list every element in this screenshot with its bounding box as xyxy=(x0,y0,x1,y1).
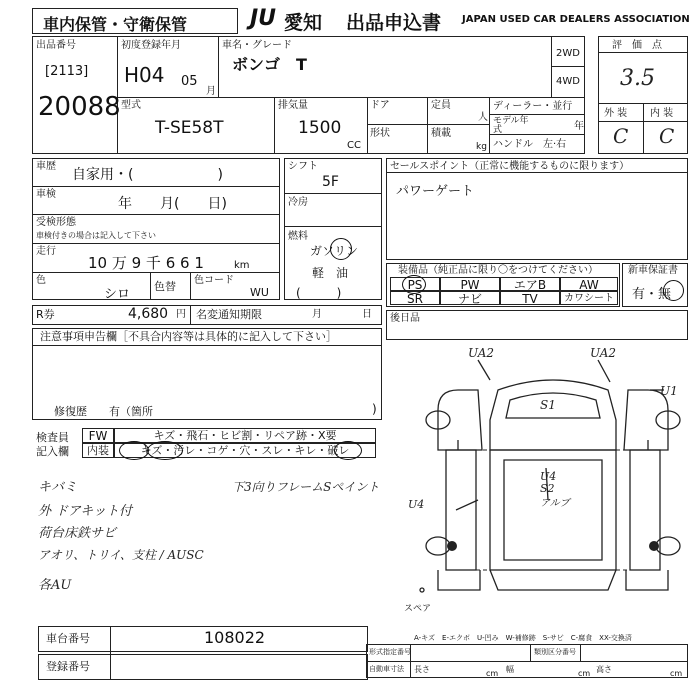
name-change-month: 月 xyxy=(312,309,322,320)
mileage-unit: km xyxy=(234,260,250,271)
inspector-mark-2 xyxy=(147,441,183,460)
attachments-label: 後日品 xyxy=(390,313,420,324)
equip-sr: SR xyxy=(390,291,440,305)
lot-number-label: 出品番号 xyxy=(36,40,76,51)
mark-aub: アルブ xyxy=(540,498,570,509)
length-label: 長さ xyxy=(414,665,430,674)
inspector-mark-1 xyxy=(119,441,149,460)
inspector-fw-items: キズ・飛石・ヒビ割・リペア跡・X要 xyxy=(114,428,376,443)
shift-label: シフト xyxy=(288,161,318,172)
load-unit: kg xyxy=(476,142,487,152)
inspector-interior-items: キズ・汚レ・コゲ・穴・スレ・キレ・破レ xyxy=(114,443,376,458)
mark-ua2-right: UA2 xyxy=(590,346,617,360)
year-unit: 年 xyxy=(574,121,584,132)
equip-leather: カワシート xyxy=(560,291,618,305)
ac-label: 冷房 xyxy=(288,197,308,208)
name-change-label: 名変通知期限 xyxy=(196,308,262,321)
mark-s1: S1 xyxy=(540,398,556,412)
width-unit: cm xyxy=(578,669,591,678)
color-change-label: 色替 xyxy=(154,280,176,293)
manual-none-circle xyxy=(663,280,684,301)
storage-label: 車内保管・守衛保管 xyxy=(43,15,188,34)
exterior-grade: C xyxy=(613,124,629,148)
first-reg-month: 05 xyxy=(181,74,198,89)
lot-bracket-code: [2113] xyxy=(45,64,89,79)
length-unit: cm xyxy=(486,669,499,678)
mileage-label: 走行 xyxy=(36,246,56,257)
mileage-value: 10 万 9 千 6 6 1 xyxy=(88,254,204,272)
inspector-label-2: 記入欄 xyxy=(36,445,69,458)
fuel-gas-circle xyxy=(330,238,352,260)
selling-points-label: セールスポイント（正常に機能するものに限ります） xyxy=(390,161,630,172)
score-value: 3.5 xyxy=(620,66,655,91)
equipment-label: 装備品（純正品に限り〇をつけてください） xyxy=(398,265,598,276)
hw-line-3: 荷台床鉄サビ xyxy=(38,526,117,541)
history-label: 車歴 xyxy=(36,161,56,172)
receipt-label: 受検形態 xyxy=(36,217,76,228)
inspector-mark-3 xyxy=(334,441,362,460)
exterior-label: 外 装 xyxy=(604,108,628,119)
hw-line-2: 外 ドアキット付 xyxy=(38,504,132,519)
drive-4wd: 4WD xyxy=(556,76,580,87)
mark-ua2-left: UA2 xyxy=(468,346,495,360)
fuel-gas: ガソリン xyxy=(310,244,359,258)
shape-label: 形状 xyxy=(370,128,390,139)
repair-label: 修復歴 有（箇所 xyxy=(54,405,153,418)
model-year-label: モデル年式 xyxy=(493,116,529,135)
english-title: JAPAN USED CAR DEALERS ASSOCIATION xyxy=(462,14,690,25)
color-code-label: 色コード xyxy=(194,275,234,286)
attachments-block xyxy=(386,310,688,340)
chassis-label: 車台番号 xyxy=(46,632,90,645)
inspector-label-1: 検査員 xyxy=(36,431,69,444)
manual-label: 新車保証書 xyxy=(628,265,678,276)
name-change-day: 日 xyxy=(362,309,372,320)
form-title: 出品申込書 xyxy=(346,12,442,34)
ju-logo: JU xyxy=(250,6,277,31)
inspection-value: 年 月( 日) xyxy=(118,196,227,212)
manual-value: 有・無 xyxy=(632,287,672,302)
color-value: シロ xyxy=(104,287,131,302)
lot-number: 20088 xyxy=(38,92,121,122)
height-label: 高さ xyxy=(596,665,612,674)
first-reg-year: H04 xyxy=(124,63,165,87)
receipt-note: 車検付きの場合は記入して下さい xyxy=(36,231,156,240)
color-code: WU xyxy=(250,286,269,299)
displacement-label: 排気量 xyxy=(278,100,308,111)
fuel-other: ( ) xyxy=(296,286,342,300)
equip-airbag: エアB xyxy=(500,277,560,291)
cc-unit: CC xyxy=(347,140,361,151)
width-label: 幅 xyxy=(506,665,514,674)
damage-legend: A-キズ E-エクボ U-凹み W-補修跡 S-サビ C-腐食 XX-交換済 xyxy=(414,634,632,642)
score-label: 評 価 点 xyxy=(612,40,662,51)
mark-u1: U1 xyxy=(660,384,678,398)
inspector-interior: 内装 xyxy=(82,443,114,458)
inspection-label: 車検 xyxy=(36,189,56,200)
r-label: R券 xyxy=(36,308,55,321)
height-unit: cm xyxy=(670,669,683,678)
fuel-label: 燃料 xyxy=(288,231,308,242)
registration-label: 登録番号 xyxy=(46,660,90,673)
interior-grade: C xyxy=(659,124,675,148)
mark-u4-left: U4 xyxy=(408,498,425,511)
repair-close: ) xyxy=(372,402,377,416)
hw-line-4: アオリ、トリイ、支柱 / AUSC xyxy=(38,548,204,562)
mark-s2: S2 xyxy=(540,482,555,495)
inspector-fw: FW xyxy=(82,428,114,443)
handle-label: ハンドル 左·右 xyxy=(493,139,567,150)
association-name: 愛知 xyxy=(284,12,323,34)
dealer-label: ディーラー・並行 xyxy=(493,101,573,112)
month-unit: 月 xyxy=(206,86,216,97)
hw-note-right: 下3向りフレームSペイント xyxy=(232,480,380,494)
first-reg-label: 初度登録年月 xyxy=(121,40,181,51)
selling-points-text: パワーゲート xyxy=(396,184,475,199)
chassis-value: 108022 xyxy=(204,628,266,647)
hw-line-1: キバミ xyxy=(38,480,78,495)
equip-tv: TV xyxy=(500,291,560,305)
size-label: 自動車寸法 xyxy=(369,665,404,673)
doors-label: ドア xyxy=(370,100,390,111)
equip-ps: PS xyxy=(390,277,440,291)
seats-unit: 人 xyxy=(478,112,488,123)
load-label: 積載 xyxy=(431,128,451,139)
equip-pw: PW xyxy=(440,277,500,291)
equip-navi: ナビ xyxy=(440,291,500,305)
interior-label: 内 装 xyxy=(650,108,674,119)
drive-2wd: 2WD xyxy=(556,48,580,59)
color-label: 色 xyxy=(36,275,46,286)
displacement: 1500 xyxy=(298,118,342,138)
car-name: ボンゴ T xyxy=(232,55,307,74)
shift-value: 5F xyxy=(322,174,339,190)
spare-label: スペア xyxy=(404,604,432,614)
history-value: 自家用・( ) xyxy=(72,167,223,183)
model-label: 型式 xyxy=(121,100,141,111)
hw-line-5: 各AU xyxy=(38,578,72,593)
notes-label: 注意事項申告欄［不具合内容等は具体的に記入して下さい］ xyxy=(40,330,337,343)
fuel-diesel: 軽 油 xyxy=(312,266,349,280)
vehicle-type-label: 形式指定番号 xyxy=(369,648,411,656)
car-name-label: 車名・グレード xyxy=(222,40,292,51)
equip-aw: AW xyxy=(560,277,618,291)
r-value: 4,680 xyxy=(128,306,169,322)
category-label: 類別区分番号 xyxy=(534,648,576,656)
mark-u4: U4 xyxy=(540,470,557,483)
model-code: T-SE58T xyxy=(155,118,224,138)
storage-label-box xyxy=(32,8,238,34)
r-unit: 円 xyxy=(176,309,186,320)
seats-label: 定員 xyxy=(431,100,451,111)
